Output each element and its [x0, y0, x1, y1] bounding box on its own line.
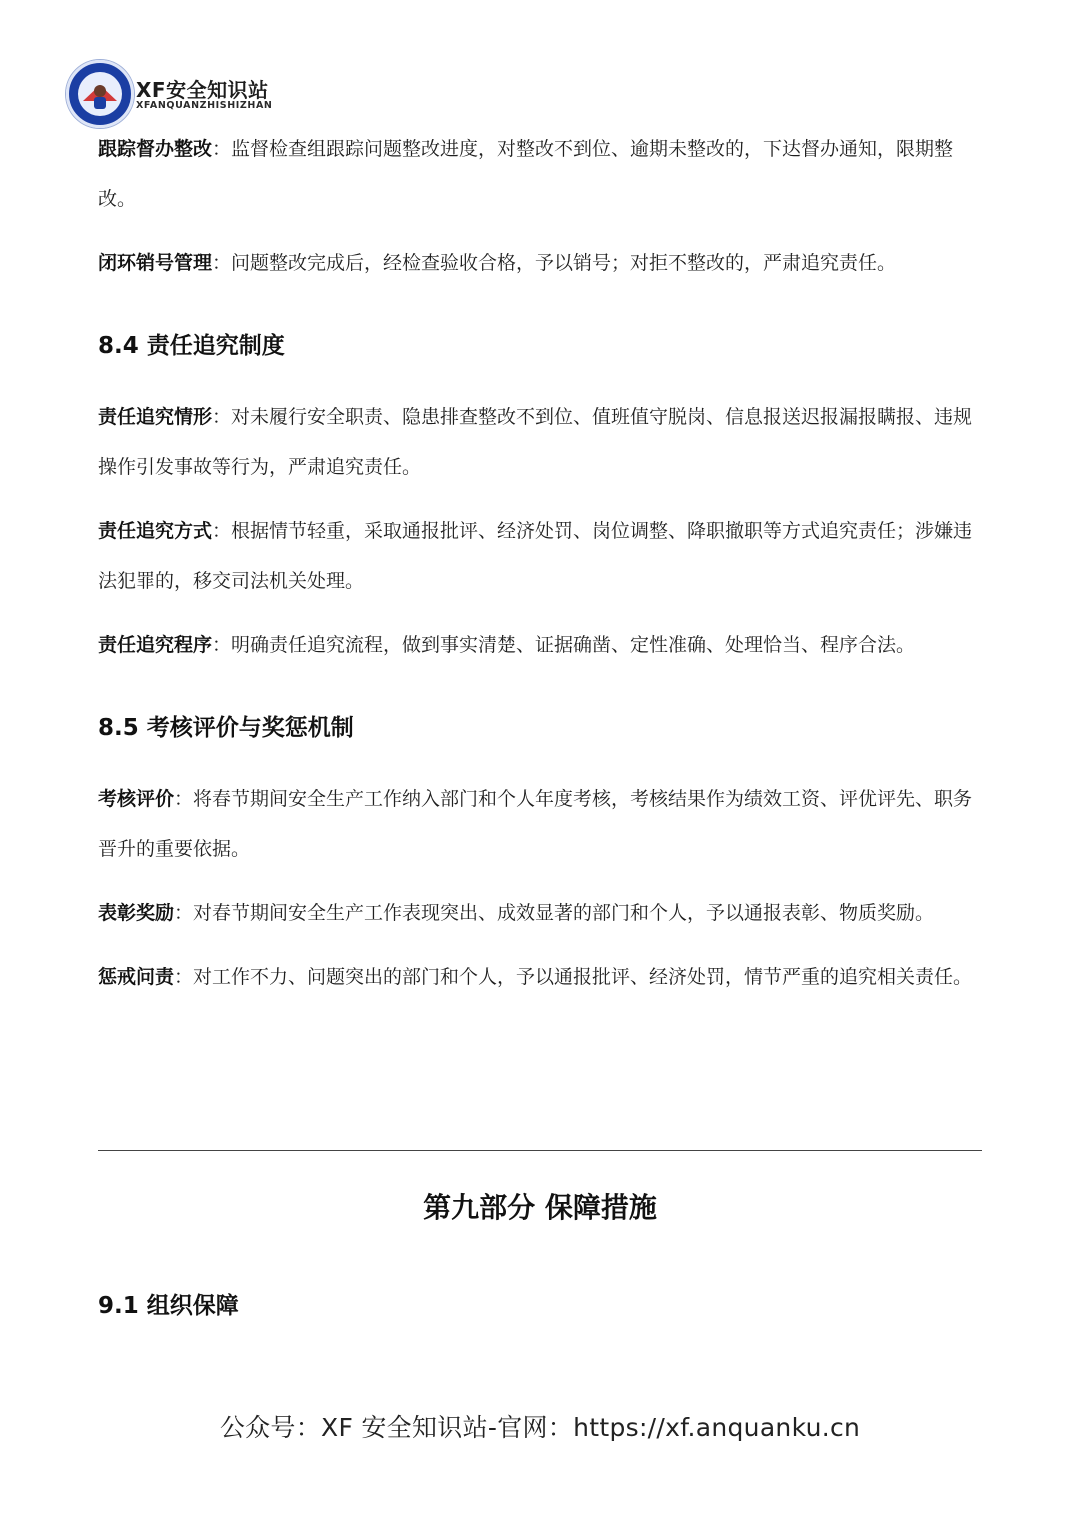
term-text: ：对未履行安全职责、隐患排查整改不到位、值班值守脱岗、信息报送迟报漏报瞒报、违规操作引发事故等行为，严肃追究责任。 [98, 406, 973, 478]
term-text: ：问题整改完成后，经检查验收合格，予以销号；对拒不整改的，严肃追究责任。 [212, 252, 897, 274]
section-divider [98, 1150, 982, 1151]
paragraph-methods [98, 506, 982, 606]
section-8-4 [98, 328, 982, 670]
section-heading-8-4: 8.4 责任追究制度 [98, 333, 285, 359]
term-label: 惩戒问责 [98, 966, 175, 988]
logo-subtitle: XFANQUANZHISHIZHAN [136, 100, 273, 111]
term-label: 责任追究情形 [98, 406, 213, 428]
paragraph-evaluation [98, 774, 982, 874]
paragraph-tracking [98, 124, 982, 224]
term-text: ：监督检查组跟踪问题整改进度，对整改不到位、逾期未整改的，下达督办通知，限期整改。 [98, 138, 954, 210]
logo-title: XF安全知识站 [136, 78, 269, 102]
term-label: 责任追究方式 [98, 520, 213, 542]
term-text: ：将春节期间安全生产工作纳入部门和个人年度考核，考核结果作为绩效工资、评优评先、职务晋升的重要依据。 [98, 788, 973, 860]
term-label: 表彰奖励 [98, 902, 175, 924]
paragraph-circumstances [98, 392, 982, 492]
term-label: 跟踪督办整改 [98, 138, 213, 160]
term-text: ：明确责任追究流程，做到事实清楚、证据确凿、定性准确、处理恰当、程序合法。 [212, 634, 916, 656]
term-text: ：根据情节轻重，采取通报批评、经济处罚、岗位调整、降职撤职等方式追究责任；涉嫌违法犯罪的，移交司法机关处理。 [98, 520, 973, 592]
section-8-3 [98, 124, 982, 288]
part-title: 第九部分 保障措施 [423, 1191, 657, 1224]
paragraph-discipline [98, 952, 982, 1002]
page-footer: 公众号：XF 安全知识站-官网：https://xf.anquanku.cn [219, 1413, 861, 1442]
paragraph-rewards [98, 888, 982, 938]
term-text: ：对工作不力、问题突出的部门和个人，予以通报批评、经济处罚，情节严重的追究相关责任。 [174, 966, 973, 988]
site-logo [66, 60, 276, 128]
section-9-1 [98, 1288, 982, 1324]
section-8-5 [98, 710, 982, 1002]
paragraph-procedure [98, 620, 982, 670]
logo-emblem [66, 60, 134, 128]
section-heading-8-5: 8.5 考核评价与奖惩机制 [98, 715, 354, 741]
term-label: 责任追究程序 [98, 634, 213, 656]
term-label: 考核评价 [98, 788, 175, 810]
term-text: ：对春节期间安全生产工作表现突出、成效显著的部门和个人，予以通报表彰、物质奖励。 [174, 902, 935, 924]
section-heading-9-1: 9.1 组织保障 [98, 1293, 239, 1319]
term-label: 闭环销号管理 [98, 252, 213, 274]
paragraph-closure [98, 238, 982, 288]
